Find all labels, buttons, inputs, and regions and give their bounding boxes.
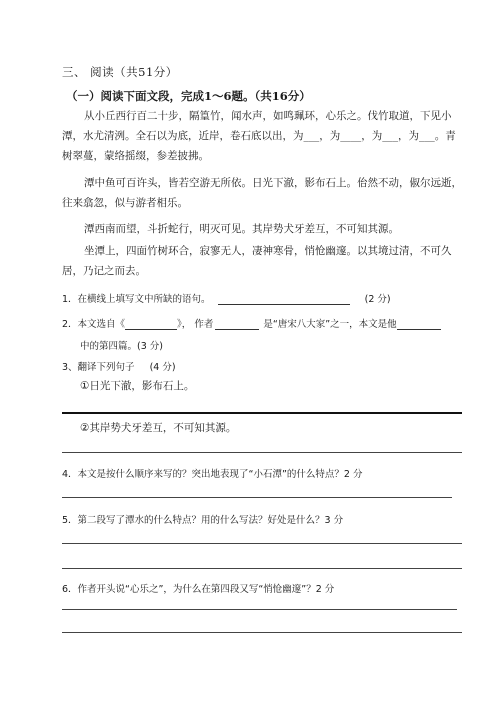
question-1-points: (2 分) (364, 294, 391, 305)
passage-paragraph-2 (62, 173, 462, 213)
answer-line[interactable] (62, 412, 462, 414)
answer-line[interactable] (62, 497, 452, 498)
answer-line[interactable] (62, 452, 462, 453)
question-2-part-c: 是“唐宋八大家”之一，本文是他 (263, 319, 397, 330)
question-6: 6．作者开头说“心乐之”，为什么在第四段又写“悄怆幽邃”？2 分 (62, 584, 335, 595)
answer-line[interactable] (62, 632, 462, 633)
passage-paragraph-4 (62, 241, 462, 281)
question-1-text: 1．在横线上填写文中所缺的语句。 (62, 294, 211, 305)
answer-line[interactable] (62, 568, 462, 569)
answer-blank[interactable] (397, 318, 441, 330)
passage-paragraph-3 (62, 219, 462, 239)
question-3-sentence-2: ②其岸势犬牙差互，不可知其源。 (80, 422, 237, 434)
answer-blank[interactable] (215, 318, 259, 330)
question-5: 5．第二段写了潭水的什么特点？用的什么写法？好处是什么？3 分 (62, 515, 344, 526)
answer-line[interactable] (62, 609, 457, 610)
part-title: （一）阅读下面文段，完成1～6题。（共16分） (66, 89, 311, 103)
passage-text: 坐潭上，四面竹树环合，寂寥无人，凄神寒骨，悄怆幽邃。以其境过清，不可久居，乃记之而去。 (62, 245, 452, 277)
question-2-part-a: 2．本文选自《 (62, 319, 126, 330)
question-2 (62, 316, 441, 330)
answer-blank[interactable] (125, 318, 177, 330)
question-3-sentence-1: ①日光下澈，影布石上。 (80, 380, 195, 392)
section-title: 三、 阅读（共51分） (62, 65, 178, 79)
question-2-continued: 中的第四篇。(3 分) (80, 341, 163, 352)
question-1 (62, 291, 391, 305)
passage-text: 潭中鱼可百许头，皆若空游无所依。日光下澈，影布石上。佁然不动，俶尔远逝，往来翕忽，似与游者相乐。 (62, 177, 462, 209)
question-3-title: 3、翻译下列句子 (62, 362, 135, 373)
answer-line[interactable] (62, 543, 462, 544)
passage-paragraph-1 (62, 106, 462, 166)
question-3-points: (4 分) (149, 362, 176, 373)
answer-blank[interactable] (218, 293, 350, 305)
passage-text: 从小丘西行百二十步，隔篁竹，闻水声，如鸣珮环，心乐之。伐竹取道，下见小潭，水尤清洌。全石以为底，近岸，卷石底以出，为___，为____，为___，为___。青树翠蔓，蒙络摇缀，参差披拂。 (62, 110, 456, 162)
passage-text: 潭西南而望，斗折蛇行，明灭可见。其岸势犬牙差互，不可知其源。 (84, 223, 399, 235)
question-2-part-b: 》， 作者 (177, 319, 214, 330)
question-4: 4．本文是按什么顺序来写的？突出地表现了“小石潭”的什么特点？2 分 (62, 469, 363, 480)
question-3 (62, 359, 176, 373)
